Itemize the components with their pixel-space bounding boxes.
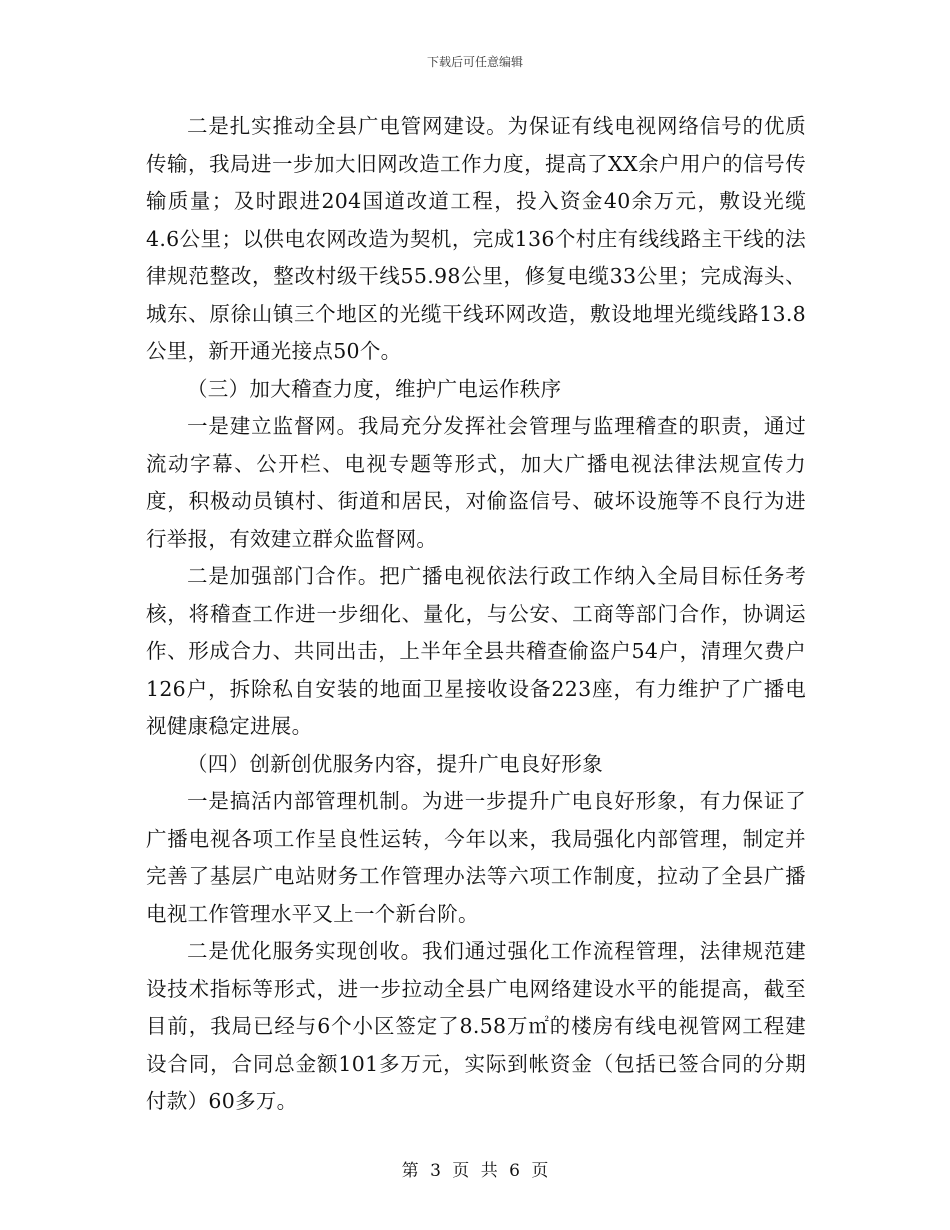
page-header: 下载后可任意编辑 xyxy=(426,55,523,69)
page-number-footer: 第 3 页 共 6 页 xyxy=(401,1161,549,1181)
paragraph-department-cooperation: 二是加强部门合作。把广播电视依法行政工作纳入全局目标任务考核，将稽查工作进一步细化、量化，与公安、工商等部门合作，协调运作、形成合力、共同出击，上半年全县共稽查偷盗户54户，清理欠费户126户，拆除私自安装的地面卫星接收设备223座，有力维护了广播电视健康稳定进展。 xyxy=(146,564,806,738)
paragraph-service-revenue: 二是优化服务实现创收。我们通过强化工作流程管理，法律规范建设技术指标等形式，进一步拉动全县广电网络建设水平的能提高，截至目前，我局已经与6个小区签定了8.58万㎡的楼房有线电视管网工程建设合同，合同总金额101多万元，实际到帐资金（包括已签合同的分期付款）60多万。 xyxy=(146,939,806,1113)
paragraph-internal-management: 一是搞活内部管理机制。为进一步提升广电良好形象，有力保证了广播电视各项工作呈良性运转，今年以来，我局强化内部管理，制定并完善了基层广电站财务工作管理办法等六项工作制度，拉动了全县广播电视工作管理水平又上一个新台阶。 xyxy=(146,789,806,926)
document-body xyxy=(146,108,806,1121)
section-heading-service: （四）创新创优服务内容，提升广电良好形象 xyxy=(187,751,603,776)
section-heading-inspection: （三）加大稽查力度，维护广电运作秩序 xyxy=(187,376,562,401)
paragraph-supervision-network: 一是建立监督网。我局充分发挥社会管理与监理稽查的职责，通过流动字幕、公开栏、电视专题等形式，加大广播电视法律法规宣传力度，积极动员镇村、街道和居民，对偷盗信号、破坏设施等不良行为进行举报，有效建立群众监督网。 xyxy=(146,414,806,551)
paragraph-network-construction: 二是扎实推动全县广电管网建设。为保证有线电视网络信号的优质传输，我局进一步加大旧网改造工作力度，提高了XX余户用户的信号传输质量；及时跟进204国道改道工程，投入资金40余万元，敷设光缆4.6公里；以供电农网改造为契机，完成136个村庄有线线路主干线的法律规范整改，整改村级干线55.98公里，修复电缆33公里；完成海头、城东、原徐山镇三个地区的光缆干线环网改造，敷设地埋光缆线路13.8公里，新开通光接点50个。 xyxy=(146,114,806,363)
